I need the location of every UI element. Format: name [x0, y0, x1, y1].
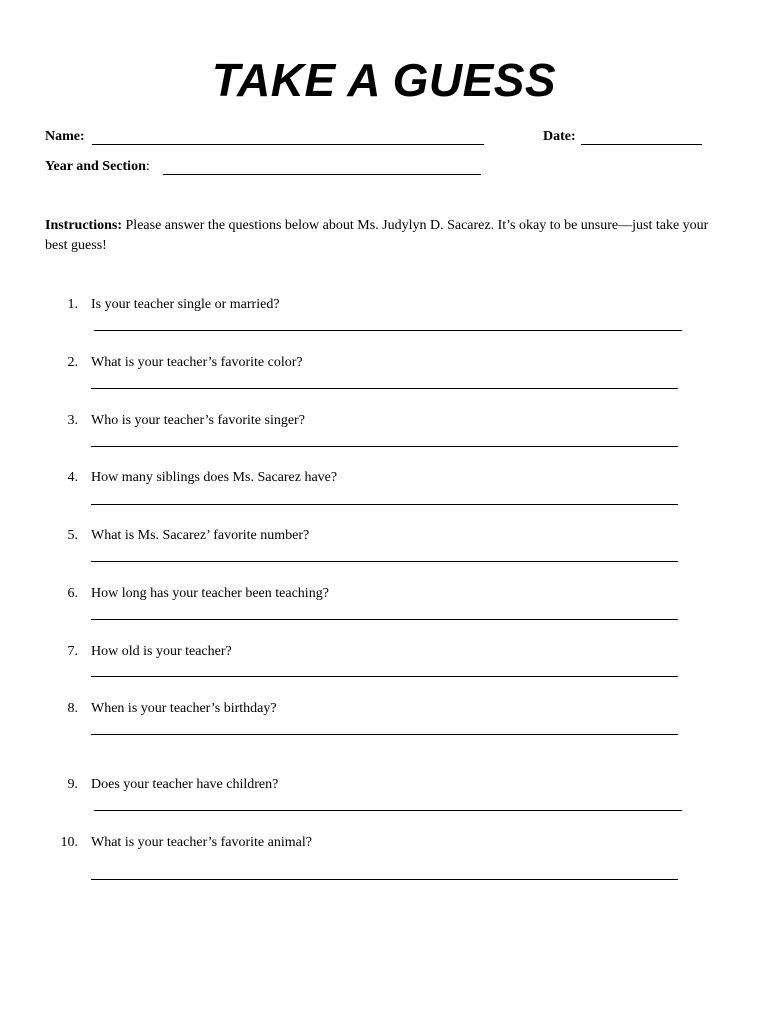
question-item [45, 412, 305, 430]
year-section-colon: : [145, 159, 150, 174]
question-number: 6. [67, 586, 78, 601]
question-text: What is Ms. Sacarez’ favorite number? [91, 528, 310, 543]
question-item [45, 643, 232, 661]
question-text: Does your teacher have children? [91, 777, 279, 792]
answer-line[interactable] [91, 879, 678, 880]
answer-line[interactable] [91, 619, 678, 620]
question-text: What is your teacher’s favorite color? [91, 355, 303, 370]
name-input-line[interactable] [92, 144, 484, 145]
date-label: Date: [543, 129, 576, 144]
question-number: 1. [67, 297, 78, 312]
question-number: 10. [60, 835, 78, 850]
question-number: 8. [67, 701, 78, 716]
answer-line[interactable] [91, 734, 678, 735]
answer-line[interactable] [91, 676, 678, 677]
question-text: When is your teacher’s birthday? [91, 701, 277, 716]
date-input-line[interactable] [581, 144, 702, 145]
question-text: How long has your teacher been teaching? [91, 586, 329, 601]
instructions [45, 216, 715, 256]
answer-line[interactable] [91, 446, 678, 447]
question-text: What is your teacher’s favorite animal? [91, 835, 312, 850]
question-number: 5. [67, 528, 78, 543]
page-title: TAKE A GUESS [211, 54, 557, 106]
answer-line[interactable] [91, 504, 678, 505]
question-text: Who is your teacher’s favorite singer? [91, 413, 305, 428]
year-section-input-line[interactable] [163, 174, 481, 175]
question-number: 7. [67, 644, 78, 659]
answer-line[interactable] [94, 330, 682, 331]
question-item [45, 776, 279, 794]
question-item [45, 469, 338, 487]
answer-line[interactable] [91, 561, 678, 562]
answer-line[interactable] [94, 810, 682, 811]
question-text: How many siblings does Ms. Sacarez have? [91, 470, 338, 485]
question-item [45, 834, 312, 852]
question-item [45, 585, 329, 603]
question-item [45, 354, 303, 372]
question-number: 2. [67, 355, 78, 370]
question-text: How old is your teacher? [91, 644, 232, 659]
question-item [45, 527, 310, 545]
answer-line[interactable] [91, 388, 678, 389]
instructions-label: Instructions: [45, 218, 123, 233]
question-number: 3. [67, 413, 78, 428]
year-section-label: Year and Section [45, 159, 146, 174]
instructions-text: Please answer the questions below about Ms. Judylyn D. Sacarez. It’s okay to be unsure—just take your best guess! [45, 218, 709, 253]
question-item [45, 296, 280, 314]
year-section-field-label [45, 158, 150, 176]
name-label: Name: [45, 129, 85, 144]
question-text: Is your teacher single or married? [91, 297, 280, 312]
question-item [45, 700, 277, 718]
name-field-label [45, 128, 85, 146]
question-number: 9. [67, 777, 78, 792]
date-field-label [543, 128, 576, 146]
question-number: 4. [67, 470, 78, 485]
